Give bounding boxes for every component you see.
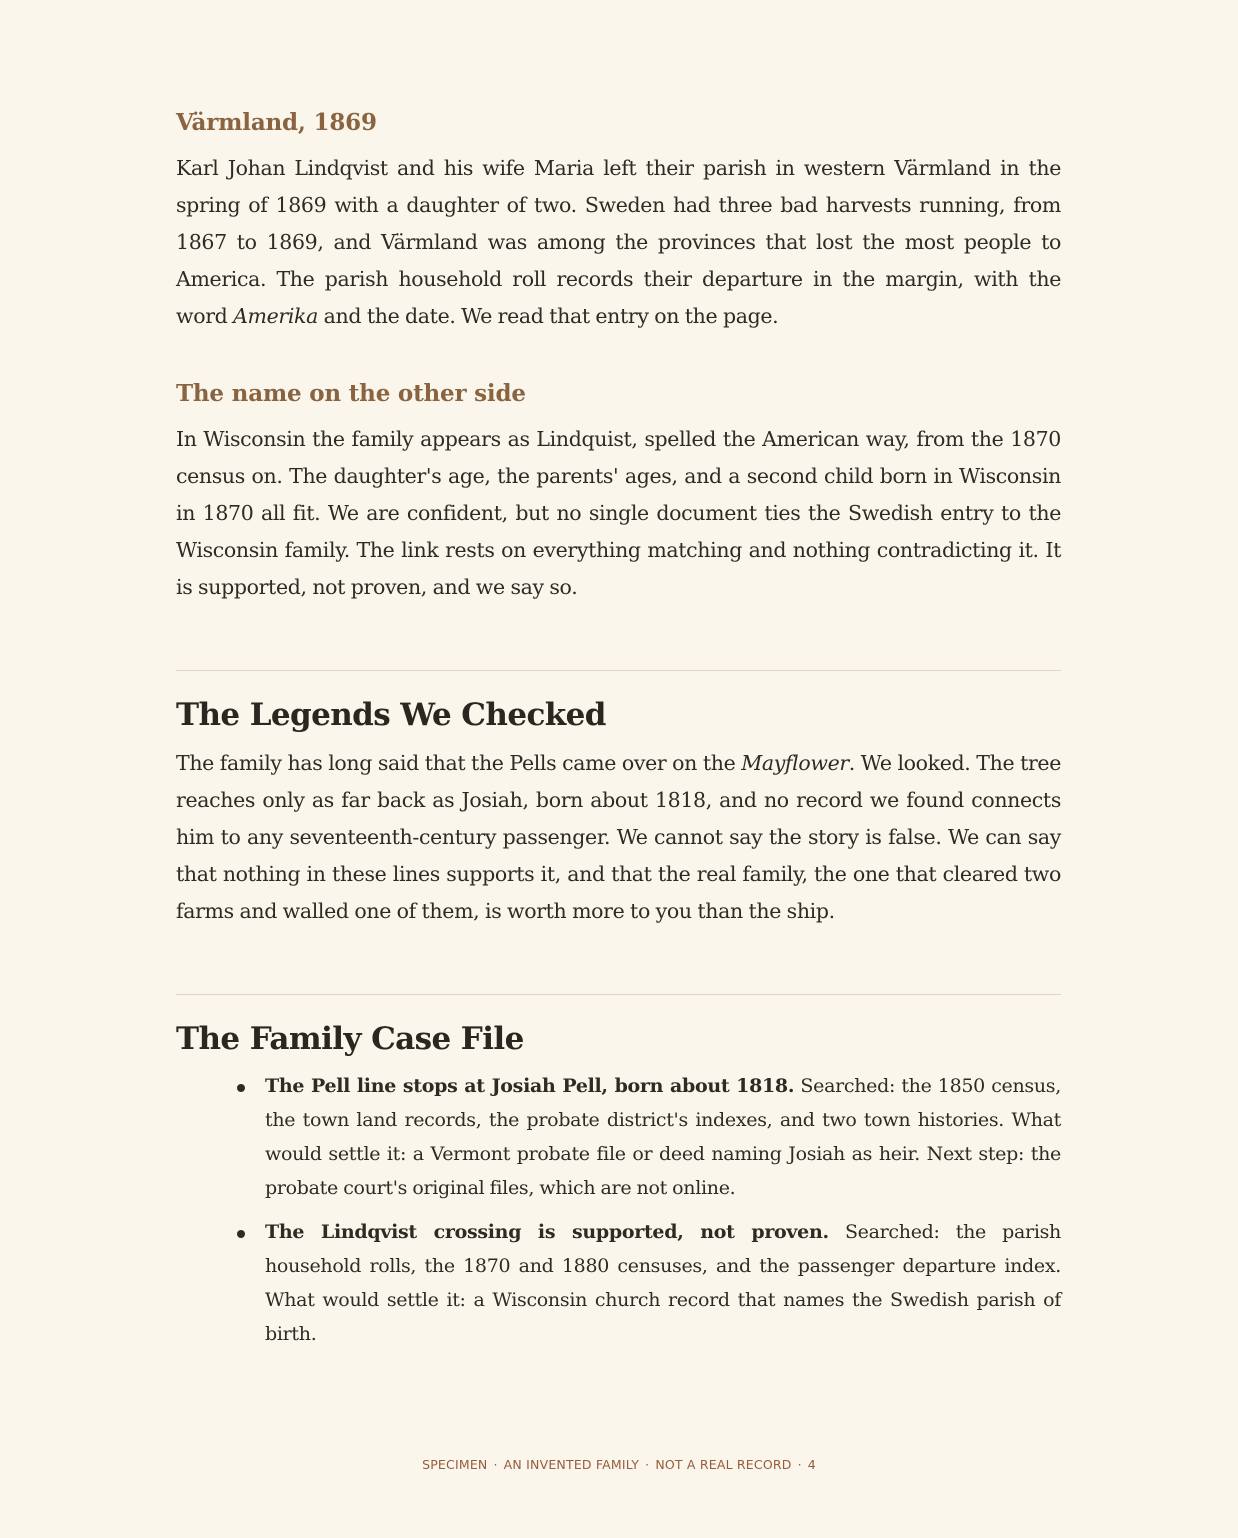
footer-invented-family: AN INVENTED FAMILY	[503, 1457, 640, 1472]
list-item-lead: The Pell line stops at Josiah Pell, born about 1818.	[265, 1075, 795, 1098]
page-content	[176, 108, 1061, 1361]
heading-other-side: The name on the other side	[176, 379, 526, 407]
text-varmland-b: and the date. We read that entry on the page.	[318, 303, 779, 328]
heading-legends: The Legends We Checked	[176, 696, 606, 733]
heading-varmland: Värmland, 1869	[176, 109, 377, 136]
list-item-lead: The Lindqvist crossing is supported, not proven.	[265, 1221, 829, 1244]
footer-not-real: NOT A REAL RECORD	[655, 1457, 792, 1472]
text-varmland-a: Karl Johan Lindqvist and his wife Maria left their parish in western Värmland in the spring of 1869 with a daughter of two. Sweden had three bad harvests running, from 1867 to 1869, and Värmland was among the provinces that lost the most people to America. The parish household roll records their departure in the margin, with the word	[176, 155, 1061, 328]
list-item	[265, 1069, 1061, 1205]
list-item-text: Searched: the parish household rolls, the 1870 and 1880 censuses, and the passenger departure index. What would settle it: a Wisconsin church record that names the Swedish parish of birth.	[265, 1221, 1061, 1346]
bullet-icon	[237, 1230, 245, 1238]
heading-case-file: The Family Case File	[176, 1021, 524, 1058]
list-item-text: Searched: the 1850 census, the town land records, the probate district's indexes, and two town histories. What would settle it: a Vermont probate file or deed naming Josiah as heir. Next step: the probate court's original files, which are not online.	[265, 1075, 1061, 1200]
page-footer	[0, 1457, 1238, 1472]
paragraph-legends	[176, 745, 1061, 930]
text-varmland-em: Amerika	[233, 303, 319, 328]
footer-separator: ·	[797, 1457, 802, 1472]
footer-separator: ·	[645, 1457, 650, 1472]
text-legends-em: Mayflower	[741, 751, 849, 776]
list-item	[265, 1215, 1061, 1351]
footer-specimen: SPECIMEN	[422, 1457, 488, 1472]
text-legends-a: The family has long said that the Pells came over on the	[176, 751, 742, 776]
text-legends-b: . We looked. The tree reaches only as far back as Josiah, born about 1818, and no record we found connects him to any seventeenth-century passenger. We cannot say the story is false. We can say that nothing in these lines supports it, and that the real family, the one that cleared two farms and walled one of them, is worth more to you than the ship.	[176, 751, 1061, 924]
paragraph-varmland	[176, 150, 1061, 335]
page-number: 4	[807, 1457, 816, 1472]
case-file-list	[176, 1069, 1061, 1351]
paragraph-other-side: In Wisconsin the family appears as Lindquist, spelled the American way, from the 1870 census on. The daughter's age, the parents' ages, and a second child born in Wisconsin in 1870 all fit. We are confident, but no single document ties the Swedish entry to the Wisconsin family. The link rests on everything matching and nothing contradicting it. It is supported, not proven, and we say so.	[176, 426, 1061, 599]
bullet-icon	[237, 1084, 245, 1092]
footer-separator: ·	[493, 1457, 498, 1472]
